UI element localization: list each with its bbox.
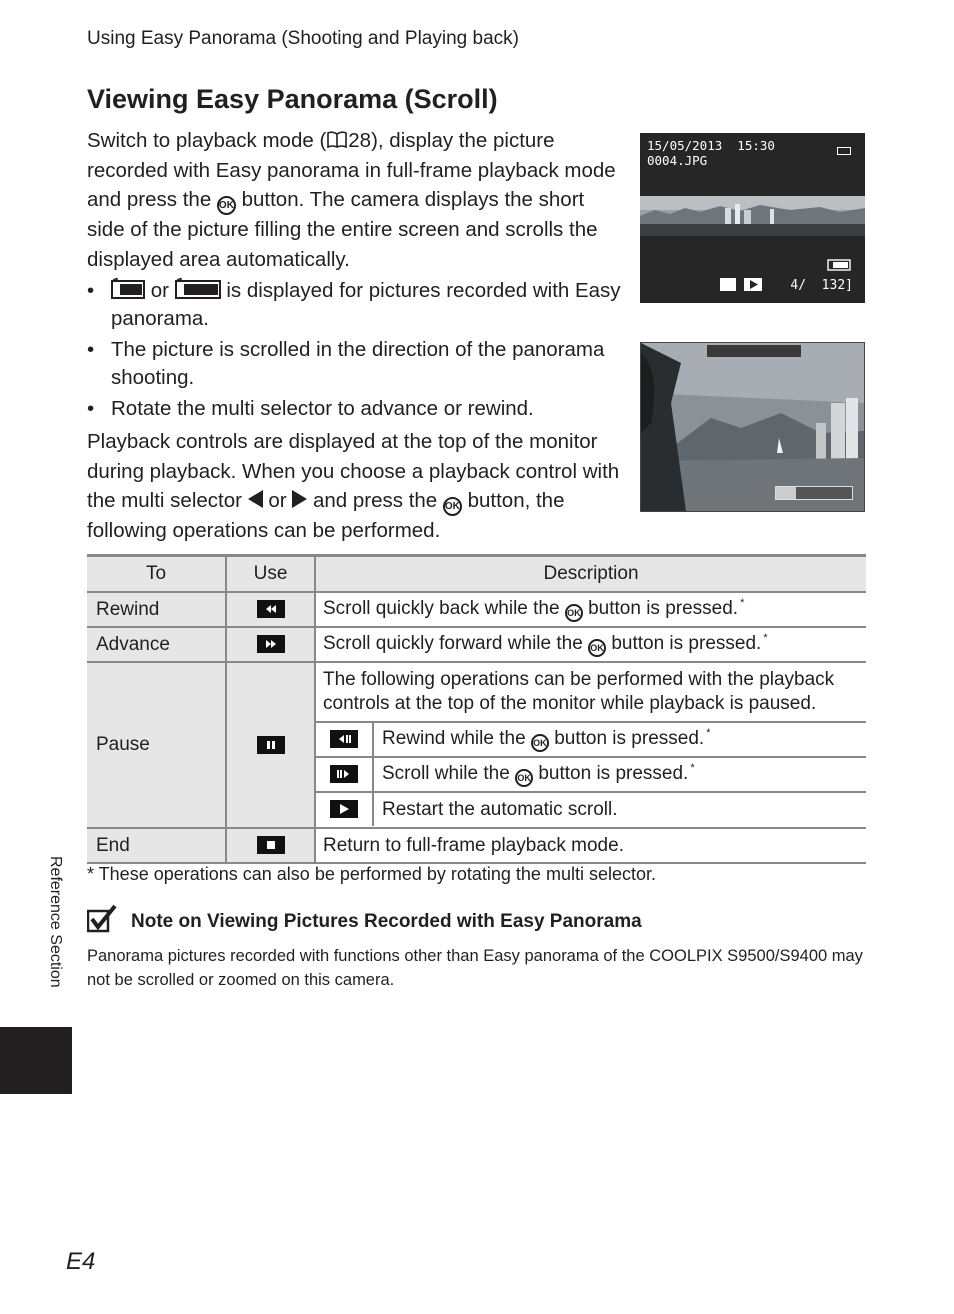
pause-intro: The following operations can be performed with the playback controls at the top of the monitor while playback is paused. — [316, 663, 866, 722]
scroll-position-indicator — [776, 487, 796, 499]
fast-forward-icon — [257, 635, 285, 653]
rewind-cell — [226, 592, 315, 627]
section-tab-marker — [0, 1027, 72, 1094]
table-header-row — [87, 556, 866, 593]
ok-icon — [720, 278, 736, 291]
page-number — [66, 1248, 95, 1276]
bullet-text: is displayed for pictures recorded with Easy panorama. — [111, 279, 621, 330]
page-number-value: 4 — [82, 1248, 96, 1275]
table-row — [316, 663, 866, 722]
desc-text: Scroll quickly back while the — [323, 598, 565, 619]
battery-icon — [837, 147, 851, 155]
step-forward-cell — [316, 757, 373, 792]
scroll-position-bar — [775, 486, 853, 500]
play-icon — [330, 800, 358, 818]
operations-table — [87, 554, 866, 864]
table-row — [87, 828, 866, 863]
controls-text-or: or — [262, 489, 293, 512]
stop-icon — [257, 836, 285, 854]
note-heading — [87, 905, 642, 933]
table-row — [87, 627, 866, 662]
advance-label: Advance — [87, 627, 226, 662]
panorama-thumbnail — [640, 196, 865, 236]
ok-button-icon: OK — [531, 734, 549, 752]
end-cell — [226, 828, 315, 863]
controls-text-1: Playback controls are displayed at the top of the monitor during playback. When you choose a playback control with the multi selector — [87, 430, 620, 512]
pause-subtable — [316, 663, 866, 826]
ok-button-icon: OK — [515, 769, 533, 787]
table-row — [316, 722, 866, 757]
wide-panorama-icon — [175, 278, 221, 300]
step-forward-icon — [330, 765, 358, 783]
playback-controls-bar — [707, 345, 801, 357]
bullet-item — [87, 277, 622, 333]
controls-text-3: button, the following operations can be performed. — [87, 489, 565, 542]
right-arrow-icon — [292, 490, 307, 508]
step-back-icon — [330, 730, 358, 748]
rewind-description — [315, 592, 866, 627]
ok-button-icon: OK — [565, 604, 583, 622]
intro-text-3: button. The camera displays the short side of the picture filling the entire screen and scrolls the displayed area automatically. — [87, 188, 598, 271]
step-forward-description — [373, 757, 866, 792]
play-cell — [316, 792, 373, 826]
ok-button-icon: OK — [217, 196, 236, 215]
desc-text: button is pressed. — [533, 763, 689, 784]
play-description: Restart the automatic scroll. — [382, 798, 618, 820]
table-row — [316, 757, 866, 792]
page-prefix: E — [66, 1248, 83, 1275]
wide-panorama-icon — [827, 258, 851, 271]
advance-description — [315, 627, 866, 662]
footnote-marker: * — [763, 632, 768, 644]
pause-label: Pause — [87, 662, 226, 828]
play-icon — [744, 278, 762, 291]
rewind-label: Rewind — [87, 592, 226, 627]
table-footnote: * These operations can also be performed by rotating the multi selector. — [87, 864, 656, 884]
end-description: Return to full-frame playback mode. — [315, 828, 866, 863]
screen-frame-counter: 4/ 132] — [790, 278, 853, 293]
header-use: Use — [226, 556, 315, 593]
bullet-item: • Rotate the multi selector to advance or rewind. — [87, 395, 622, 423]
intro-text-2: 28), display the picture recorded with Easy panorama in full-frame playback mode and press the — [87, 129, 616, 211]
step-back-cell — [316, 722, 373, 757]
screen-file-name: 0004.JPG — [647, 153, 708, 168]
bullet-text-or: or — [145, 279, 175, 302]
intro-text — [87, 126, 622, 546]
advance-cell — [226, 627, 315, 662]
desc-text: button is pressed. — [582, 598, 739, 619]
left-arrow-icon — [248, 490, 263, 508]
table-row — [316, 792, 866, 826]
running-header: Using Easy Panorama (Shooting and Playing back) — [87, 28, 519, 49]
step-back-description — [373, 722, 866, 757]
check-note-icon — [87, 905, 117, 933]
header-to: To — [87, 556, 226, 593]
table-row — [87, 592, 866, 627]
playback-screen-image — [640, 133, 865, 303]
footnote-marker: * — [690, 762, 695, 774]
ok-button-icon: OK — [443, 497, 462, 516]
controls-paragraph — [87, 427, 622, 546]
pause-icon — [257, 736, 285, 754]
screen-date-time — [647, 138, 775, 168]
pause-description — [315, 662, 866, 828]
desc-text: button is pressed. — [548, 728, 705, 749]
end-label: End — [87, 828, 226, 863]
table-row — [87, 662, 866, 828]
pause-cell — [226, 662, 315, 828]
desc-text: Scroll while the — [382, 763, 516, 784]
screen-date: 15/05/2013 15:30 — [647, 138, 775, 153]
desc-text: button is pressed. — [606, 633, 762, 654]
section-title: Viewing Easy Panorama (Scroll) — [87, 84, 498, 114]
intro-text-1: Switch to playback mode ( — [87, 129, 327, 152]
side-label-text: Reference Section — [47, 856, 64, 988]
desc-text: Scroll quickly forward while the — [323, 633, 589, 654]
intro-paragraph — [87, 126, 622, 274]
ok-button-icon: OK — [588, 639, 606, 657]
bullet-item: • The picture is scrolled in the direction of the panorama shooting. — [87, 336, 622, 392]
bullet-list — [87, 277, 622, 423]
note-heading-text: Note on Viewing Pictures Recorded with Easy Panorama — [131, 911, 642, 932]
header-description: Description — [315, 556, 866, 593]
rewind-icon — [257, 600, 285, 618]
note-body: Panorama pictures recorded with functions other than Easy panorama of the COOLPIX S9500/S9400 may not be scrolled or zoomed on this camera. — [87, 947, 863, 989]
controls-text-2: and press the — [307, 489, 443, 512]
std-panorama-icon — [111, 278, 145, 300]
footnote-marker: * — [740, 597, 745, 609]
section-side-label — [28, 856, 64, 1006]
footnote-marker: * — [706, 727, 711, 739]
scroll-playback-image — [640, 342, 865, 512]
desc-text: Rewind while the — [382, 728, 531, 749]
book-reference-icon — [326, 131, 348, 149]
